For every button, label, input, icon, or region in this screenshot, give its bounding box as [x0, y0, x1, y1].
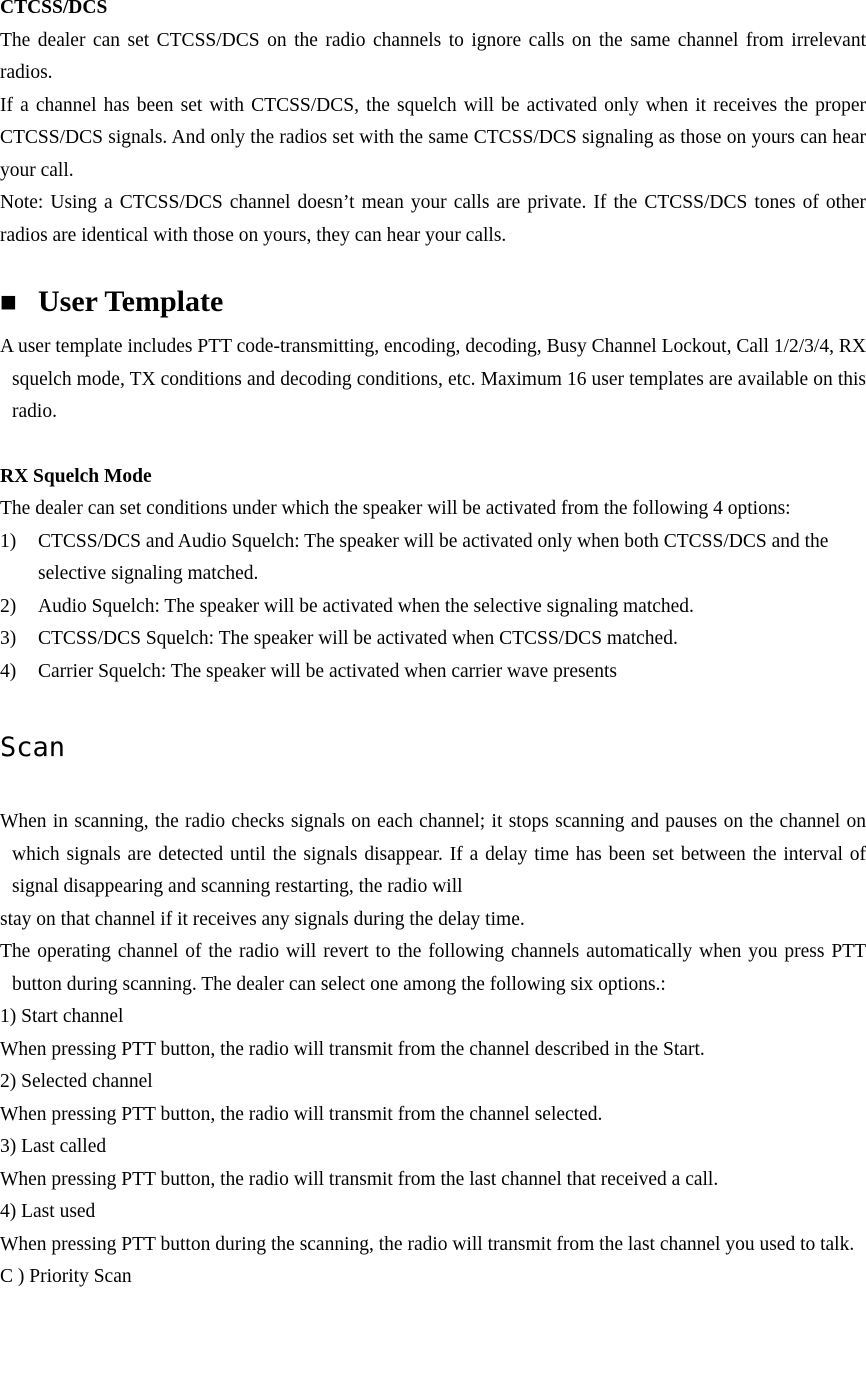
- scan-option-title: 3) Last called: [0, 1136, 107, 1157]
- scan-paragraph-2: The operating channel of the radio will revert to the following channels automatically when you press PTT button during scanning. The dealer can select one among the following six options.:: [0, 941, 866, 995]
- list-item-number: 4): [0, 660, 17, 682]
- spacer: [0, 429, 866, 461]
- square-bullet-icon: ■: [0, 287, 17, 318]
- scan-option-title: 1) Start channel: [0, 1006, 124, 1027]
- scan-option-description: When pressing PTT button during the scanning, the radio will transmit from the last channel you used to talk.: [0, 1233, 855, 1255]
- user-template-title: User Template: [38, 285, 224, 318]
- scan-option-description: When pressing PTT button, the radio will transmit from the last channel that received a call.: [0, 1168, 719, 1190]
- ctcss-paragraph-2: If a channel has been set with CTCSS/DCS, the squelch will be activated only when it receives the proper CTCSS/DCS signals. And only the radios set with the same CTCSS/DCS signaling as those on yours can hear your call.: [0, 94, 866, 181]
- rx-squelch-intro: The dealer can set conditions under which the speaker will be activated from the following 4 options:: [0, 498, 791, 519]
- list-item: [0, 591, 866, 624]
- list-item-text: CTCSS/DCS and Audio Squelch: The speaker will be activated only when both CTCSS/DCS and the selective signaling matched.: [38, 530, 829, 584]
- list-item-text: CTCSS/DCS Squelch: The speaker will be activated when CTCSS/DCS matched.: [38, 628, 678, 649]
- scan-option-description: When pressing PTT button, the radio will transmit from the channel selected.: [0, 1103, 603, 1125]
- list-item-number: 1): [0, 530, 17, 552]
- scan-paragraph-1-continued: stay on that channel if it receives any signals during the delay time.: [0, 908, 525, 930]
- priority-scan-heading: C ) Priority Scan: [0, 1266, 132, 1287]
- user-template-heading: [0, 282, 866, 323]
- scan-option-title: 4) Last used: [0, 1201, 96, 1222]
- scan-option-description: When pressing PTT button, the radio will transmit from the channel described in the Start.: [0, 1038, 705, 1060]
- ctcss-paragraph-1: The dealer can set CTCSS/DCS on the radio channels to ignore calls on the same channel from irrelevant radios.: [0, 29, 866, 83]
- user-template-paragraph: A user template includes PTT code-transmitting, encoding, decoding, Busy Channel Lockout, Call 1/2/3/4, RX squelch mode, TX conditions and decoding conditions, etc. Maximum 16 user templates are available on this radio.: [0, 336, 866, 422]
- scan-paragraph-1: When in scanning, the radio checks signals on each channel; it stops scanning and pauses on the channel on which signals are detected until the signals disappear. If a delay time has been set between the interval of signal disappearing and scanning restarting, the radio will: [0, 811, 866, 897]
- list-item: [0, 526, 866, 591]
- list-item-number: 3): [0, 628, 17, 649]
- list-item-text: Audio Squelch: The speaker will be activated when the selective signaling matched.: [38, 595, 694, 617]
- scan-option-title: 2) Selected channel: [0, 1071, 153, 1092]
- list-item: [0, 656, 866, 689]
- rx-squelch-options-list: [0, 526, 866, 689]
- ctcss-heading: CTCSS/DCS: [0, 0, 108, 18]
- rx-squelch-heading: RX Squelch Mode: [0, 465, 152, 487]
- list-item-number: 2): [0, 595, 17, 617]
- list-item: [0, 623, 866, 656]
- ctcss-note: Note: Using a CTCSS/DCS channel doesn’t mean your calls are private. If the CTCSS/DCS tones of other radios are identical with those on yours, they can hear your calls.: [0, 192, 866, 246]
- list-item-text: Carrier Squelch: The speaker will be activated when carrier wave presents: [38, 660, 617, 682]
- scan-heading: Scan: [0, 732, 66, 763]
